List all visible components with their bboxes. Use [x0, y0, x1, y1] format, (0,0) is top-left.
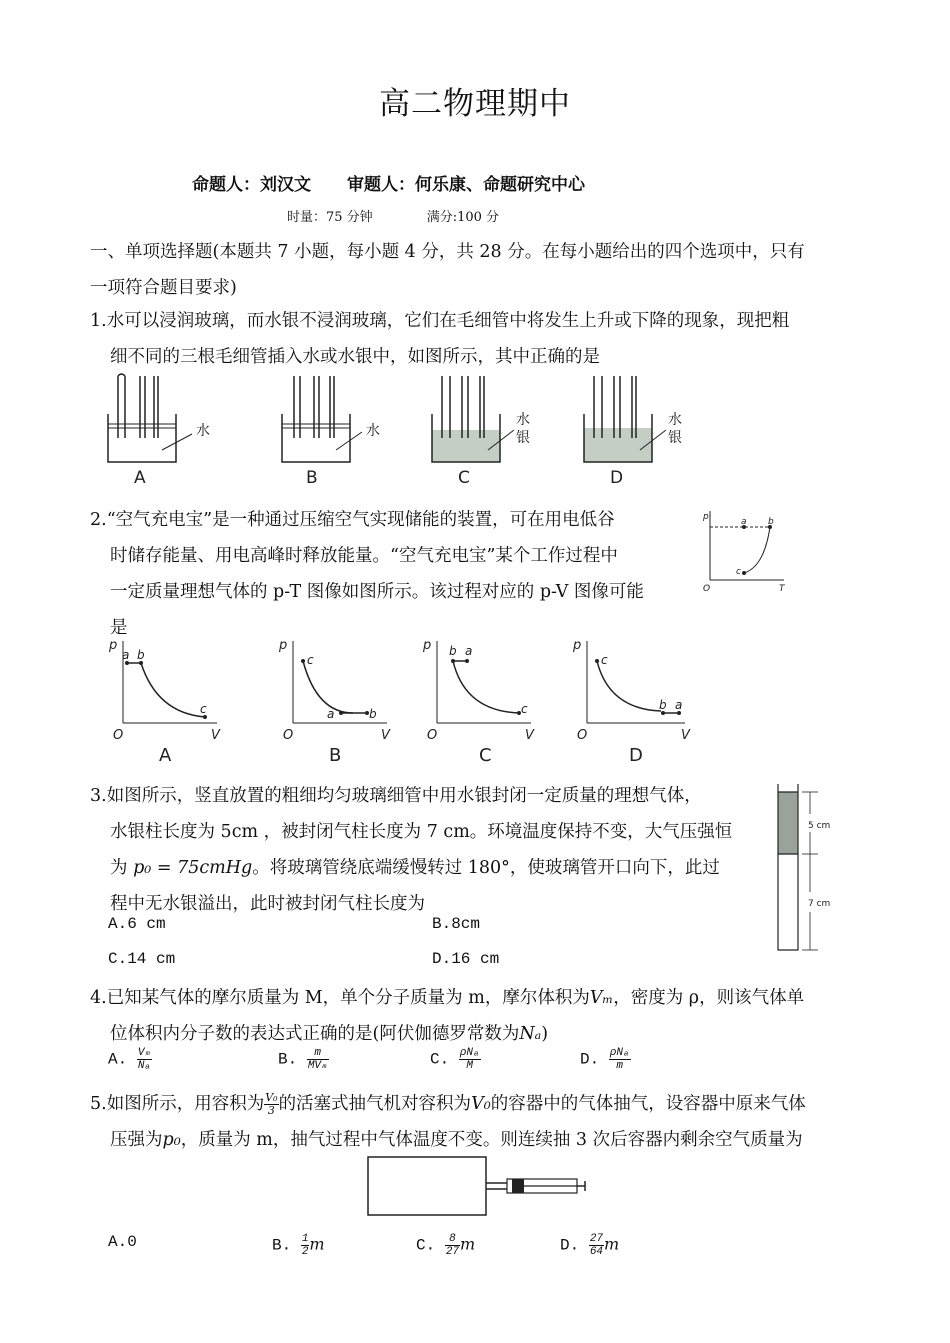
q2-d-label: D [629, 745, 643, 766]
svg-text:O: O [577, 728, 588, 743]
duration: 时量：75 分钟 [287, 210, 373, 225]
q1-figure-a [108, 374, 192, 462]
q5-option-d: D. $\frac{27}{64}$ m [560, 1233, 620, 1258]
q4-option-d: D. $\frac{\text{ρNₐ}}{m}$ [580, 1047, 630, 1072]
q2-option-d [572, 638, 691, 766]
svg-text:p: p [573, 638, 582, 653]
a-axis-v: V [211, 728, 220, 743]
svg-text:a: a [675, 698, 683, 712]
q1b-label: B [306, 468, 318, 488]
q2-line1: 2.“空气充电宝”是一种通过压缩空气实现储能的装置，可在用电低谷 [90, 510, 615, 530]
q3-tube-figure [772, 784, 842, 956]
q1c-liquid-bottom: 银 [516, 430, 530, 446]
q3-option-d: D.16 cm [432, 950, 500, 968]
pt-point-a: a [741, 517, 747, 527]
q4-line2: 位体积内分子数的表达式正确的是(阿伏伽德罗常数为Nₐ) [110, 1024, 549, 1044]
q3-line3: 为 p₀ = 75cmHg。将玻璃管绕底端缓慢转过 180°，使玻璃管开口向下，此过 [110, 858, 720, 878]
q2-pv-options [105, 633, 705, 768]
q5-line1: 5.如图所示，用容积为 $\frac{\text{V₀}}{3}$ 的活塞式抽气机对容积为V₀的容器中的气体抽气，设容器中原来气体 [90, 1091, 806, 1117]
q5-option-b: B. $\frac{1}{2}$ m [272, 1233, 325, 1258]
q1-figure-d [584, 376, 666, 462]
full-score: 满分:100 分 [426, 210, 500, 225]
svg-text:c: c [200, 702, 207, 716]
q5-option-c: C. $\frac{8}{27}$ m [416, 1233, 476, 1258]
q3-option-b: B.8cm [432, 915, 481, 933]
svg-text:b: b [449, 644, 457, 658]
reviewer: 审题人：何乐康、命题研究中心 [347, 175, 585, 195]
q2-line3: 一定质量理想气体的 p-T 图像如图所示。该过程对应的 p-V 图像可能 [110, 582, 644, 602]
svg-text:c: c [601, 653, 608, 667]
q1d-liquid-bottom: 银 [668, 430, 682, 446]
q2-option-c [422, 638, 535, 766]
q1-figures [100, 372, 690, 492]
svg-text:p: p [279, 638, 288, 653]
q5-line2: 压强为p₀，质量为 m，抽气过程中气体温度不变。则连续抽 3 次后容器内剩余空气质量为 [110, 1130, 803, 1150]
svg-text:b: b [659, 698, 667, 712]
q4-option-a: A. $\frac{\text{Vₘ}}{\text{Nₐ}}$ [108, 1047, 152, 1072]
q1a-liquid: 水 [196, 423, 210, 439]
q1-line2: 细不同的三根毛细管插入水或水银中，如图所示，其中正确的是 [110, 347, 600, 367]
svg-text:p: p [423, 638, 432, 653]
pt-axis-p: p [703, 512, 709, 522]
question-1 [90, 303, 865, 375]
section-heading: 一、单项选择题(本题共 7 小题，每小题 4 分，共 28 分。在每小题给出的四个选项中，只有 一项符合题目要求) [90, 242, 805, 298]
authors-line [192, 170, 585, 195]
svg-text:V: V [681, 728, 690, 743]
q2-a-label: A [159, 745, 172, 766]
svg-text:b: b [137, 648, 145, 662]
q1c-label: C [458, 468, 470, 488]
svg-text:c: c [521, 702, 528, 716]
page-title: 高二物理期中 [379, 86, 571, 122]
svg-text:O: O [283, 728, 294, 743]
q2-option-b [278, 638, 391, 766]
q2-option-a [108, 638, 221, 766]
q1-figure-b [282, 376, 362, 462]
question-3 [90, 778, 780, 922]
proposer: 命题人：刘汉文 [192, 175, 311, 195]
q5-pump-figure [365, 1154, 590, 1220]
svg-text:c: c [307, 653, 314, 667]
q2-line4: 是 [110, 618, 128, 638]
svg-text:O: O [427, 728, 438, 743]
question-2 [90, 502, 710, 646]
q1a-label: A [134, 468, 146, 488]
pt-point-c: c [736, 567, 741, 577]
pt-origin: O [703, 584, 711, 594]
svg-text:a: a [465, 644, 473, 658]
q3-label-7cm: 7 cm [808, 899, 831, 909]
q3-line2: 水银柱长度为 5cm ，被封闭气柱长度为 7 cm。环境温度保持不变，大气压强恒 [110, 822, 733, 842]
a-axis-p: p [109, 638, 118, 653]
pt-point-b: b [768, 517, 774, 527]
q1c-liquid-top: 水 [516, 412, 530, 428]
q3-line4: 程中无水银溢出，此时被封闭气柱长度为 [110, 894, 425, 914]
q3-option-c: C.14 cm [108, 950, 176, 968]
a-origin: O [113, 728, 124, 743]
exam-info [287, 206, 499, 225]
q3-label-5cm: 5 cm [808, 821, 831, 831]
q2-c-label: C [479, 745, 492, 766]
question-4 [90, 980, 865, 1052]
q1d-label: D [610, 468, 624, 488]
q3-option-a: A.6 cm [108, 915, 166, 933]
q2-b-label: B [329, 745, 342, 766]
question-5 [90, 1086, 865, 1158]
q1-figure-c [432, 376, 514, 462]
q4-option-c: C. $\frac{\text{ρNₐ}}{M}$ [430, 1047, 480, 1072]
q1b-liquid: 水 [366, 423, 380, 439]
q2-line2: 时储存能量、用电高峰时释放能量。“空气充电宝”某个工作过程中 [110, 546, 618, 566]
q1-line1: 1.水可以浸润玻璃，而水银不浸润玻璃，它们在毛细管中将发生上升或下降的现象，现把粗 [90, 311, 790, 331]
svg-text:a: a [122, 648, 130, 662]
svg-text:a: a [327, 707, 335, 721]
q3-line1: 3.如图所示，竖直放置的粗细均匀玻璃细管中用水银封闭一定质量的理想气体， [90, 786, 702, 806]
q1d-liquid-top: 水 [668, 412, 682, 428]
q4-option-b: B. $\frac{m}{\text{MVₘ}}$ [278, 1047, 328, 1072]
svg-text:V: V [525, 728, 534, 743]
q2-pt-graph [700, 505, 792, 595]
q5-option-a: A.0 [108, 1233, 137, 1251]
q4-line1: 4.已知某气体的摩尔质量为 M，单个分子质量为 m，摩尔体积为Vₘ，密度为 ρ，则该气体单 [90, 988, 805, 1008]
svg-text:b: b [369, 707, 377, 721]
pt-axis-t: T [779, 584, 785, 594]
svg-text:V: V [381, 728, 390, 743]
